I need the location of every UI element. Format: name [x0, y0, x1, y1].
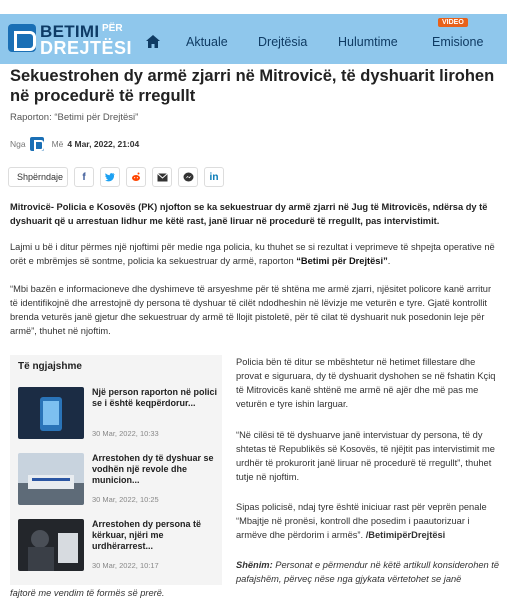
share-bar: [8, 166, 224, 188]
site-logo[interactable]: [8, 22, 133, 58]
article-title: Sekuestrohen dy armë zjarri në Mitrovicë, të dyshuarit lirohen në procedurë të rregullt: [10, 67, 495, 105]
share-button[interactable]: [8, 167, 68, 187]
nav-item-hulumtime[interactable]: Hulumtime: [338, 35, 398, 49]
logo-mark-icon: [8, 24, 36, 52]
share-facebook-button[interactable]: [74, 167, 94, 187]
author-avatar[interactable]: [30, 137, 44, 151]
article-lead: Mitrovicë- Policia e Kosovës (PK) njofton se ka sekuestruar dy armë zjarri në Jug të Mitrovicës, ndërsa dy të dyshuarit që u arrestuan lidhur me këtë rast, janë liruar në procedurë të rregullt, pas intervistimit.: [10, 202, 488, 226]
note-label: Shënim:: [236, 560, 276, 570]
logo-word-per: PËR: [102, 23, 123, 34]
paragraph-1-text: Lajmi u bë i ditur përmes një njoftimi për medie nga policia, ku thuhet se si rezultat i veprimeve të shpejta operative në orët e mbrëmjes së sontme, policia ka sekuestruar dy armë, raporton: [10, 242, 495, 266]
article-paragraph-1: [10, 240, 500, 268]
paragraph-5-signature: /BetimipërDrejtësi: [365, 530, 446, 540]
article-paragraph-3: Policia bën të ditur se mbështetur në hetimet fillestare dhe provat e siguruara, dy të dyshuarit dyshohen se në fshatin Kçiq të Mitrovicës kanë shtënë me armë në ajër dhe më pas me veturën e tyre ishin larguar.: [236, 357, 496, 409]
article-reporter: Raporton: “Betimi për Drejtësi”: [10, 112, 139, 123]
note-text: Personat e përmendur në këtë artikull konsiderohen të pafajshëm, përveç nëse nga gjykata vërtetohet se janë: [236, 560, 500, 584]
paragraph-1-end: .: [387, 256, 391, 266]
paragraph-5-text: Sipas policisë, ndaj tyre është iniciuar rast për veprën penale “Mbajtje në pronësi, kontroll dhe posedim i paautorizuar i armëve dhe përdorim i armës”.: [236, 502, 487, 540]
article-paragraph-4: “Në cilësi të të dyshuarve janë intervistuar dy persona, të dy shtetas të Republikës së Kosovës, të njëjtit pas intervistimit me urdhër të prokurorit janë liruar në procedurë të rregullt”, thuhet tutje në njoftim.: [236, 430, 495, 482]
related-item-date: 30 Mar, 2022, 10:25: [92, 495, 159, 504]
home-icon[interactable]: [146, 35, 160, 48]
logo-word-betimi: BETIMI: [40, 22, 100, 41]
related-item-title: Një person raporton në polici se i është keqpërdorur...: [92, 387, 218, 408]
article-note: [236, 558, 500, 586]
messenger-icon: [183, 172, 194, 183]
related-item-date: 30 Mar, 2022, 10:33: [92, 429, 159, 438]
article-note-continued: fajtorë me vendim të formës së prerë.: [10, 588, 165, 598]
paragraph-1-source: “Betimi për Drejtësi”: [296, 256, 388, 266]
email-icon: [157, 173, 168, 182]
article-paragraph-5: [236, 500, 500, 542]
share-email-button[interactable]: [152, 167, 172, 187]
article-paragraph-2: “Mbi bazën e informacioneve dhe dyshimeve të arsyeshme për të shtëna me armë zjarri, njësitet policore kanë arritur të identifikojnë dhe arrestojnë dy persona të dyshuar të cilët ndodheshin në lëvizje me veturën e tyre. Gjatë kontrollit brenda veturës janë gjetur dhe sekuestruar dy armë të llojit pistoletë, për të cilat të dyshuarit nuk posedonin leje për armë”, thuhet në njoftim.: [10, 284, 492, 336]
related-item[interactable]: [18, 519, 218, 579]
byline-date-label: Më: [51, 139, 64, 149]
share-messenger-button[interactable]: [178, 167, 198, 187]
twitter-icon: [105, 173, 115, 182]
related-thumbnail-phone: [18, 387, 84, 439]
share-reddit-button[interactable]: [126, 167, 146, 187]
nav-item-drejtesia[interactable]: Drejtësia: [258, 35, 308, 49]
video-badge: VIDEO: [438, 18, 468, 27]
related-item[interactable]: [18, 453, 218, 513]
related-articles-panel: [10, 355, 222, 585]
site-header: [0, 0, 507, 62]
facebook-icon: f: [82, 171, 86, 183]
related-thumbnail-police: [18, 453, 84, 505]
linkedin-icon: in: [209, 171, 219, 183]
related-item-date: 30 Mar, 2022, 10:17: [92, 561, 159, 570]
share-twitter-button[interactable]: [100, 167, 120, 187]
related-item-title: Arrestohen dy të dyshuar se vodhën një revole dhe municion...: [92, 453, 214, 485]
share-label: Shpërndaje: [16, 172, 64, 182]
related-thumbnail-arrest: [18, 519, 84, 571]
related-item-title: Arrestohen dy persona të kërkuar, njëri me urdhërarrest...: [92, 519, 202, 551]
article-date: 4 Mar, 2022, 21:04: [67, 139, 140, 149]
related-item[interactable]: [18, 387, 218, 447]
article-byline: [10, 136, 139, 152]
related-heading: Të ngjajshme: [18, 361, 82, 372]
share-linkedin-button[interactable]: [204, 167, 224, 187]
byline-by-label: Nga: [10, 139, 26, 149]
nav-item-aktuale[interactable]: Aktuale: [186, 35, 228, 49]
nav-item-emisione[interactable]: Emisione: [432, 35, 484, 49]
reddit-icon: [131, 172, 141, 182]
logo-word-drejtesi: DREJTËSI: [40, 38, 133, 58]
